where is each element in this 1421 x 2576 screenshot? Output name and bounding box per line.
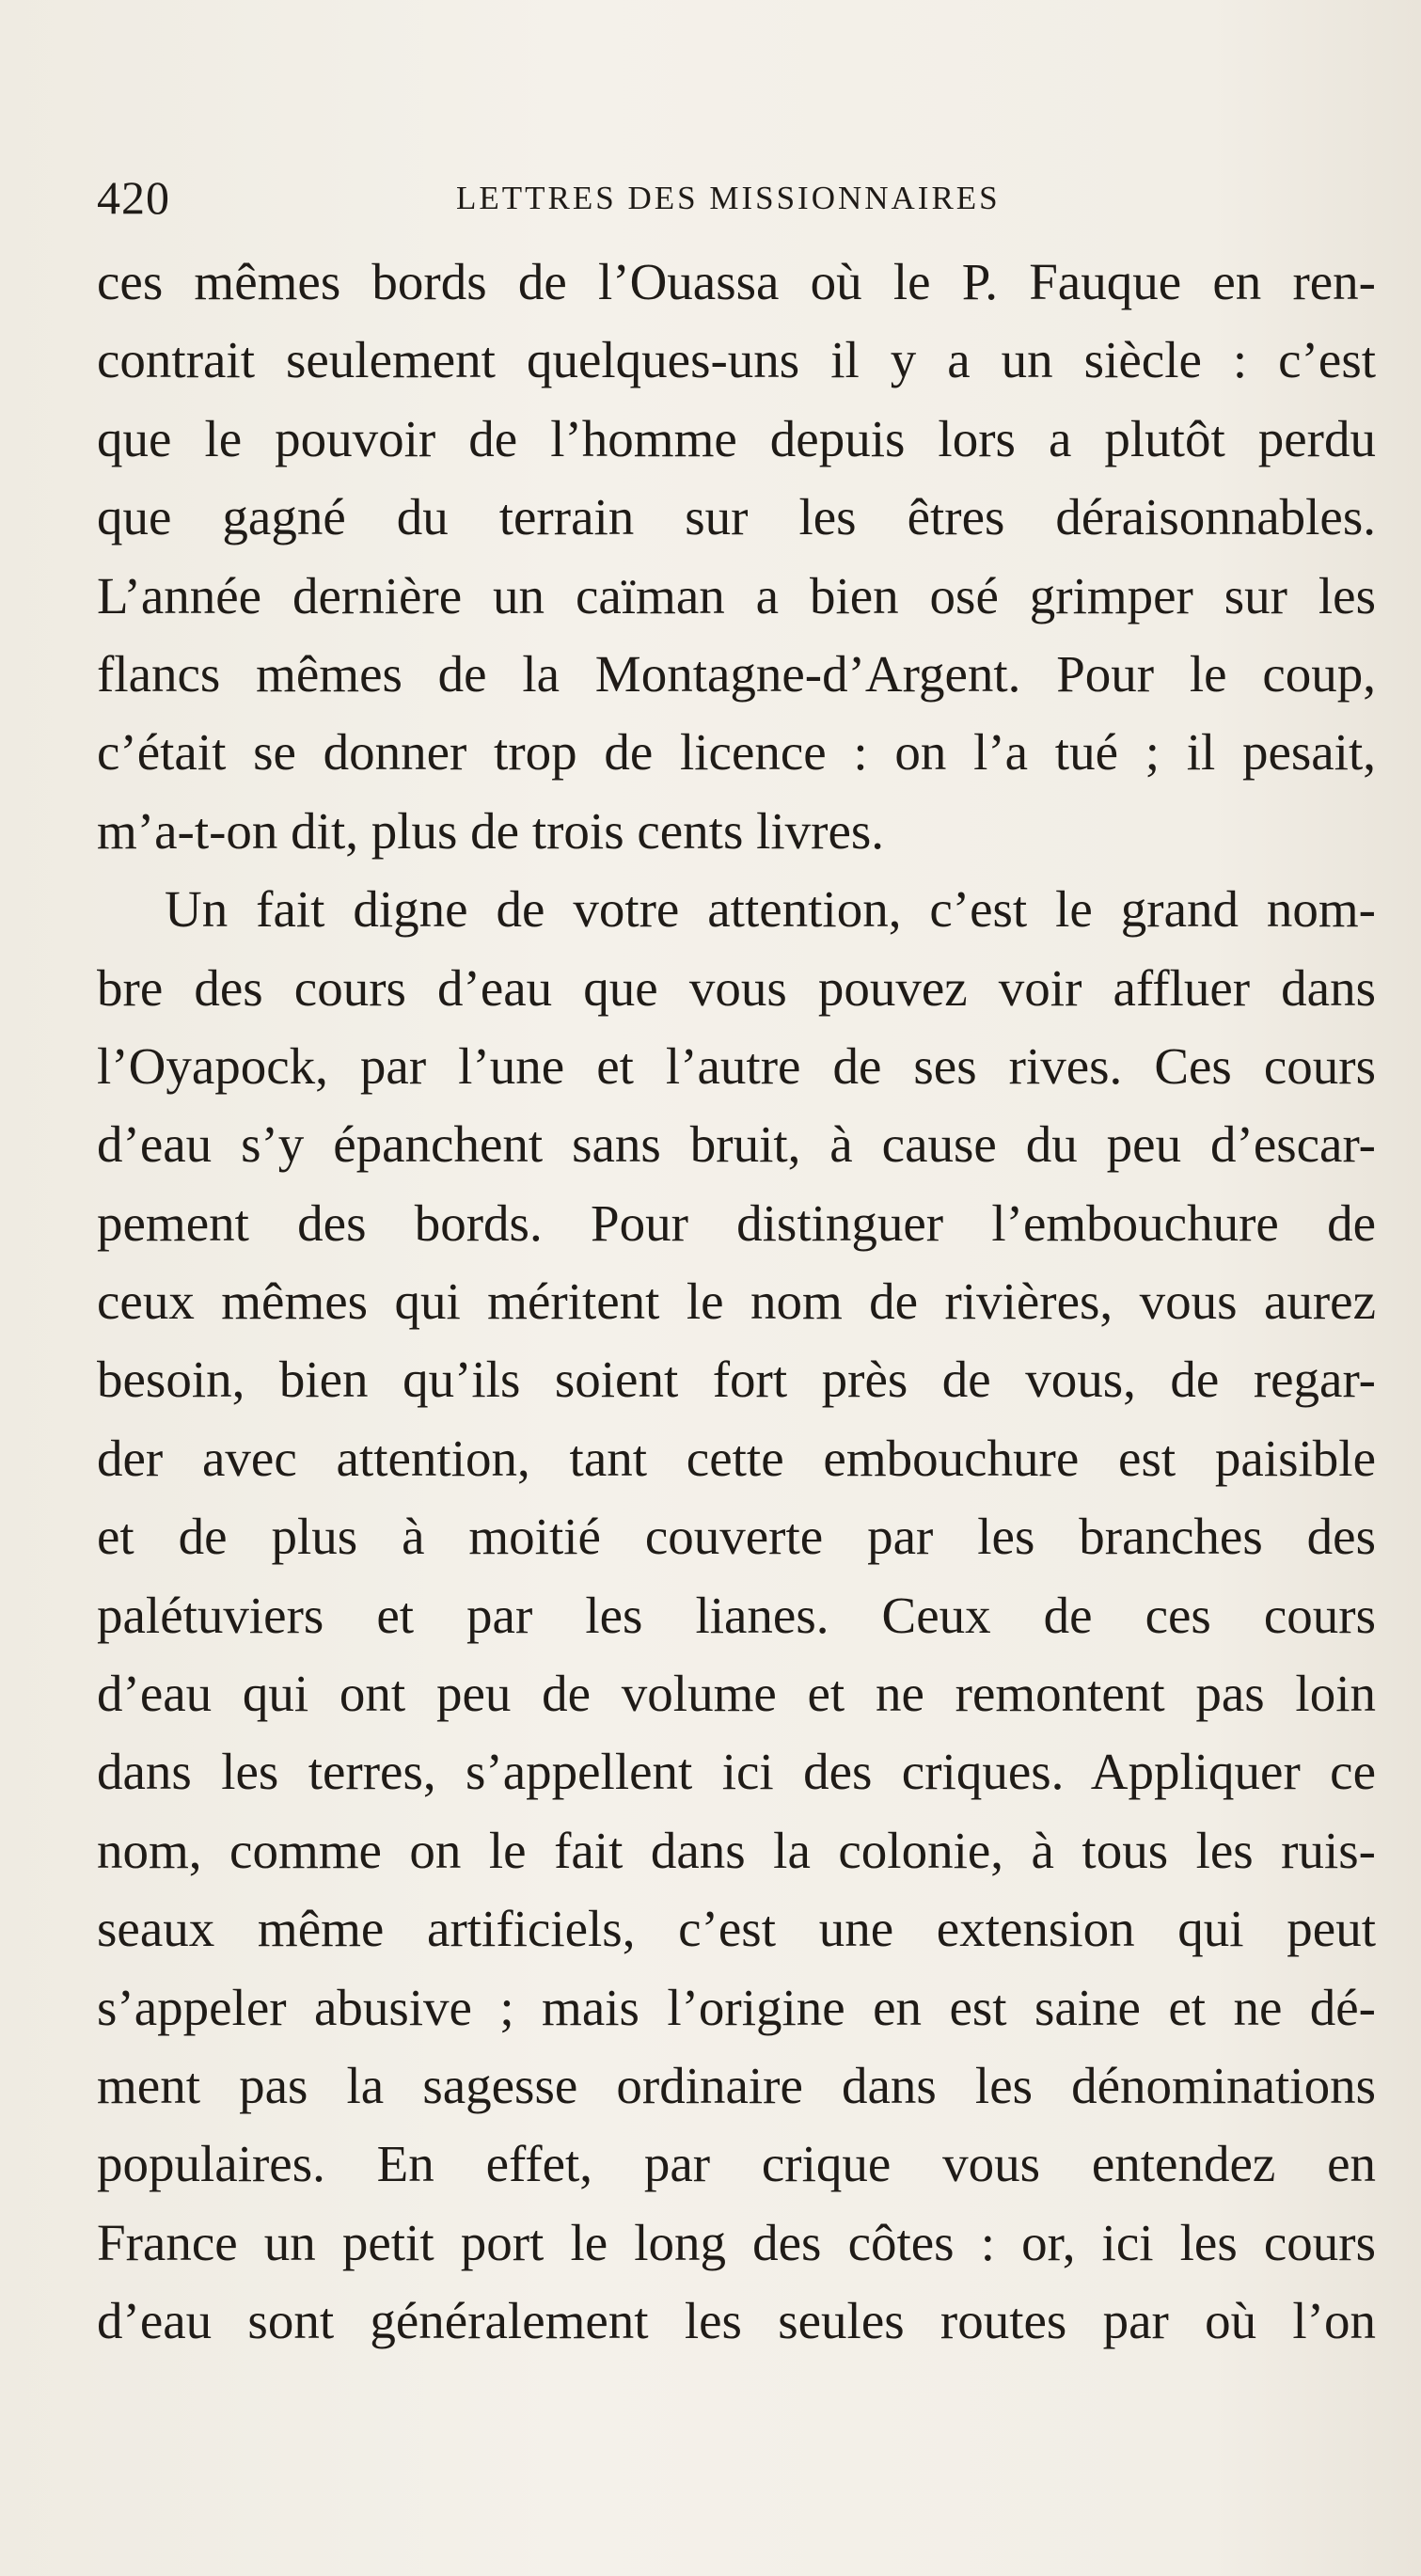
text-line: nom, comme on le fait dans la colonie, à tous les ruis- <box>97 1821 1376 1879</box>
text-line: d’eau s’y épanchent sans bruit, à cause du peu d’escar- <box>97 1115 1376 1174</box>
text-line: dans les terres, s’appellent ici des criques. Appliquer ce <box>97 1743 1376 1801</box>
text-line: flancs mêmes de la Montagne-d’Argent. Pour le coup, <box>97 644 1376 703</box>
page-header <box>97 165 1376 230</box>
text-line: m’a-t-on dit, plus de trois cents livres. <box>97 801 885 860</box>
text-line: et de plus à moitié couverte par les branches des <box>97 1508 1376 1566</box>
text-line: que gagné du terrain sur les êtres déraisonnables. <box>97 488 1376 546</box>
text-line: contrait seulement quelques-uns il y a un siècle : c’est <box>97 331 1376 389</box>
text-line: bre des cours d’eau que vous pouvez voir affluer dans <box>97 958 1376 1017</box>
text-line: ment pas la sagesse ordinaire dans les dénominations <box>97 2056 1376 2114</box>
text-line: ceux mêmes qui méritent le nom de rivières, vous aurez <box>97 1272 1376 1331</box>
paragraph-first-line: Un fait digne de votre attention, c’est le grand nom- <box>165 880 1376 939</box>
running-title: LETTRES DES MISSIONNAIRES <box>456 180 1001 216</box>
page-number: 420 <box>97 171 170 224</box>
text-line: seaux même artificiels, c’est une extension qui peut <box>97 1900 1376 1958</box>
text-line: France un petit port le long des côtes : or, ici les cours <box>97 2213 1376 2271</box>
text-line: que le pouvoir de l’homme depuis lors a plutôt perdu <box>97 409 1376 467</box>
text-line: s’appeler abusive ; mais l’origine en est saine et ne dé- <box>97 1978 1376 2036</box>
text-line: d’eau sont généralement les seules routes par où l’on <box>97 2292 1376 2350</box>
text-line: palétuviers et par les lianes. Ceux de ces cours <box>97 1586 1376 1644</box>
text-line: c’était se donner trop de licence : on l’a tué ; il pesait, <box>97 723 1376 782</box>
text-line: populaires. En effet, par crique vous entendez en <box>97 2135 1376 2193</box>
text-line: pement des bords. Pour distinguer l’embouchure de <box>97 1193 1376 1252</box>
body-text <box>97 243 1376 2361</box>
text-line: d’eau qui ont peu de volume et ne remontent pas loin <box>97 1665 1376 1723</box>
text-line: L’année dernière un caïman a bien osé grimper sur les <box>97 566 1376 624</box>
text-line: der avec attention, tant cette embouchure est paisible <box>97 1429 1376 1487</box>
text-line: besoin, bien qu’ils soient fort près de vous, de regar- <box>97 1351 1376 1409</box>
text-line: ces mêmes bords de l’Ouassa où le P. Fauque en ren- <box>97 253 1376 310</box>
text-line: l’Oyapock, par l’une et l’autre de ses rives. Ces cours <box>97 1036 1376 1095</box>
